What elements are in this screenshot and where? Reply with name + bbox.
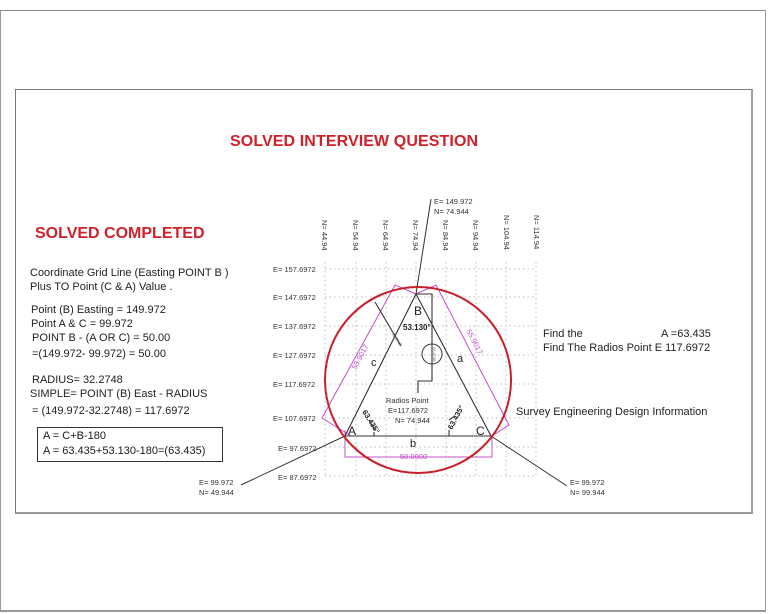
angle-a-label: 63.435° (360, 408, 382, 436)
northing-label: N= 74.94 (411, 220, 420, 251)
formula-line-1: A = C+B-180 (43, 430, 106, 442)
find-radios-point: Find The Radios Point E 117.6972 (543, 342, 711, 354)
point-a-easting: E= 99.972 (199, 478, 234, 487)
easting-label: E= 97.6972 (278, 444, 317, 453)
radius-line-2: SIMPLE= POINT (B) East - RADIUS (30, 388, 208, 400)
intro-line-1: Coordinate Grid Line (Easting POINT B ) (30, 267, 229, 279)
easting-label: E= 87.6972 (278, 473, 317, 482)
radius-line-1: RADIUS= 32.2748 (32, 374, 123, 386)
side-c-label: c (371, 357, 377, 369)
side-a-label: a (457, 353, 464, 365)
calc-line-2: Point A & C = 99.972 (31, 318, 133, 330)
find-angle-a: A =63.435 (661, 328, 711, 340)
northing-label: N= 54.94 (351, 220, 360, 251)
formula-line-2: A = 63.435+53.130-180=(63.435) (43, 445, 206, 457)
point-c-easting: E= 99.972 (570, 478, 605, 487)
angle-b-label: 53.130° (403, 323, 431, 332)
side-b-label: b (410, 438, 417, 450)
dimension-right: 55.9017 (464, 327, 485, 356)
calc-line-1: Point (B) Easting = 149.972 (31, 304, 166, 316)
radios-point-n: N= 74.944 (395, 416, 430, 425)
easting-label: E= 117.6972 (273, 380, 316, 389)
northing-labels (320, 215, 541, 251)
radios-point-title: Radios Point (386, 396, 429, 405)
point-a-label: A (348, 424, 357, 438)
point-b-label: B (414, 304, 423, 318)
page-title: SOLVED INTERVIEW QUESTION (230, 133, 479, 150)
northing-label: N= 64.94 (381, 220, 390, 251)
angle-c-label: 63.435° (445, 403, 466, 431)
point-c-northing: N= 99.944 (570, 488, 605, 497)
radius-small-label: 32.2748 (432, 347, 437, 362)
calc-line-3: POINT B - (A OR C) = 50.00 (32, 332, 171, 344)
point-a-northing: N= 49.944 (199, 488, 234, 497)
radius-line-3: = (149.972-32.2748) = 117.6972 (32, 405, 190, 417)
point-c-label: C (476, 424, 485, 438)
easting-label: E= 127.6972 (273, 351, 316, 360)
radios-point-e: E=117.6972 (388, 406, 429, 415)
easting-label: E= 147.6972 (273, 293, 316, 302)
northing-label: N= 114.94 (532, 215, 541, 250)
leader-lines (241, 199, 567, 486)
northing-label: N= 104.94 (502, 215, 511, 250)
northing-label: N= 84.94 (441, 220, 450, 251)
solved-subtitle: SOLVED COMPLETED (35, 225, 205, 242)
easting-label: E= 137.6972 (273, 322, 316, 331)
radius-small-label: 32.2748 (391, 331, 404, 347)
northing-label: N= 44.94 (320, 220, 329, 251)
point-b-easting: E= 149.972 (434, 197, 473, 206)
easting-labels (273, 265, 317, 482)
intro-line-2: Plus TO Point (C & A) Value . (30, 281, 173, 293)
survey-info: Survey Engineering Design Information (516, 406, 708, 418)
easting-label: E= 107.6972 (273, 414, 316, 423)
find-label: Find the (543, 328, 583, 340)
easting-label: E= 157.6972 (273, 265, 316, 274)
dimension-bottom: 50.0000 (400, 452, 428, 461)
northing-label: N= 94.94 (471, 220, 480, 251)
point-b-northing: N= 74.944 (434, 207, 469, 216)
dimension-left: 55.9017 (349, 342, 371, 371)
calc-line-4: =(149.972- 99.972) = 50.00 (32, 348, 166, 360)
